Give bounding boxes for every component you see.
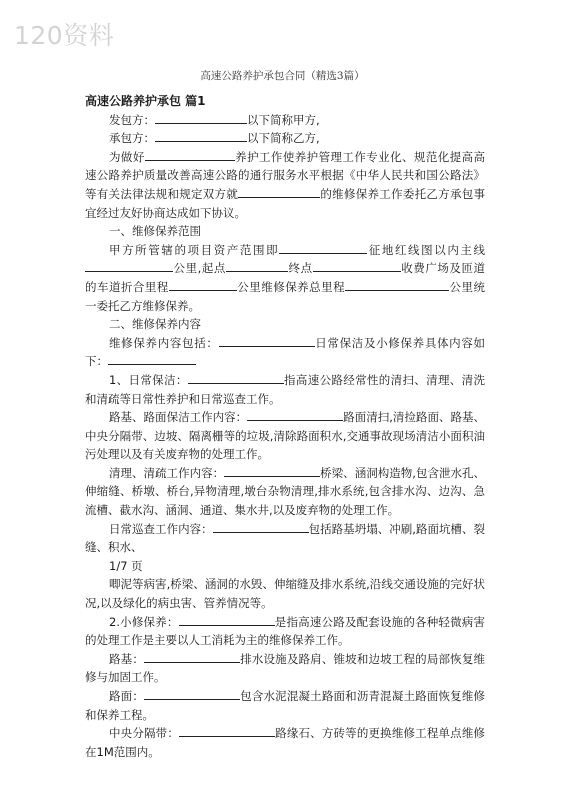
watermark-logo: 120资料: [14, 21, 115, 50]
blank-line[interactable]: [345, 278, 435, 291]
blank-line[interactable]: [85, 259, 173, 272]
blank-line[interactable]: [188, 371, 284, 384]
blank-line[interactable]: [179, 613, 275, 626]
blank-line[interactable]: [313, 259, 401, 272]
paragraph-median: 中央分隔带： 路缘石、方砖等的更换维修工程单点维修在1M范围内。: [85, 726, 485, 759]
paragraph-contractor: 承包方： 以下简称乙方,: [109, 131, 320, 146]
paragraph-minor-repair: 2.小修保养： 是指高速公路及配套设施的各种轻微病害的处理工作是主要以人工消耗为主的维修保养工作。: [85, 614, 485, 648]
blank-line[interactable]: [247, 408, 343, 421]
blank-line[interactable]: [169, 278, 237, 291]
blank-line[interactable]: [226, 259, 288, 272]
paragraph-employer: 发包方： 以下简称甲方,: [109, 112, 320, 127]
paragraph-purpose: 为做好 养护工作使养护管理工作专业化、规范化提高高速公路养护质量改善高速公路的通行服务水平根据《中华人民共和国公路法》等有关法律法规和规定双方就 的维修保养工作委托乙方承包事宜经过友好协商达成如下协议。: [85, 149, 486, 220]
paragraph-subgrade: 路基： 排水设施及路肩、锥坡和边坡工程的局部恢复维修与加固工作。: [85, 651, 485, 685]
document-body: [85, 92, 485, 761]
blank-line[interactable]: [108, 352, 196, 365]
paragraph-daily-cleaning: 1、日常保洁： 指高速公路经常性的清扫、清理、清洗和清疏等日常性养护和日常巡查工作。: [85, 372, 485, 406]
section-title-scope: 一、维修保养范围: [109, 224, 201, 239]
blank-line[interactable]: [238, 185, 320, 198]
blank-line[interactable]: [435, 278, 449, 291]
blank-line[interactable]: [219, 334, 315, 347]
paragraph-content: 维修保养内容包括： 日常保洁及小修保养具体内容如下：: [85, 335, 486, 369]
document-title: 高速公路养护承包合同（精选3篇）: [200, 70, 365, 82]
paragraph-scope: 甲方所管辖的项目资产范围即 征地红线图以内主线公里,起点 终点 收费广场及匝道的车道折合里程 公里维修保养总里程 公里统一委托乙方维修保养。: [85, 242, 486, 313]
blank-line[interactable]: [155, 129, 247, 142]
blank-line[interactable]: [179, 724, 275, 737]
page-number: 1/7 页: [109, 558, 143, 573]
paragraph-inspection: 日常巡查工作内容： 包括路基坍塌、冲刷,路面坑槽、裂缝、积水、: [85, 521, 485, 555]
blank-line[interactable]: [155, 111, 247, 124]
blank-line[interactable]: [144, 650, 240, 663]
blank-line[interactable]: [224, 464, 320, 477]
paragraph-pavement: 路面： 包含水泥混凝土路面和沥青混凝土路面恢复维修和保养工程。: [85, 689, 485, 722]
paragraph-dredging: 清理、清疏工作内容： 桥梁、涵洞构造物,包含泄水孔、伸缩缝、桥墩、桥台,异物清理,墩台杂物清理,排水系统,包含排水沟、边沟、急流槽、截水沟、涵洞、通道、集水井,以及废弃物的处理工作。: [85, 465, 486, 518]
blank-line[interactable]: [145, 148, 235, 161]
blank-line[interactable]: [279, 241, 367, 254]
blank-line[interactable]: [144, 687, 240, 700]
blank-line[interactable]: [213, 520, 309, 533]
paragraph-inspection-cont: 唧泥等病害,桥梁、涵洞的水毁、伸缩缝及排水系统,沿线交通设施的完好状况,以及绿化的病虫害、管养情况等。: [85, 577, 485, 611]
paragraph-road-cleaning: 路基、路面保洁工作内容： 路面清扫,清捡路面、路基、中央分隔带、边坡、隔离栅等的垃圾,清除路面积水,交通事故现场清洁小面积油污处理以及有关废弃物的处理工作。: [85, 410, 486, 462]
section-heading: 高速公路养护承包 篇1: [85, 94, 206, 108]
section-title-content: 二、维修保养内容: [109, 317, 201, 332]
